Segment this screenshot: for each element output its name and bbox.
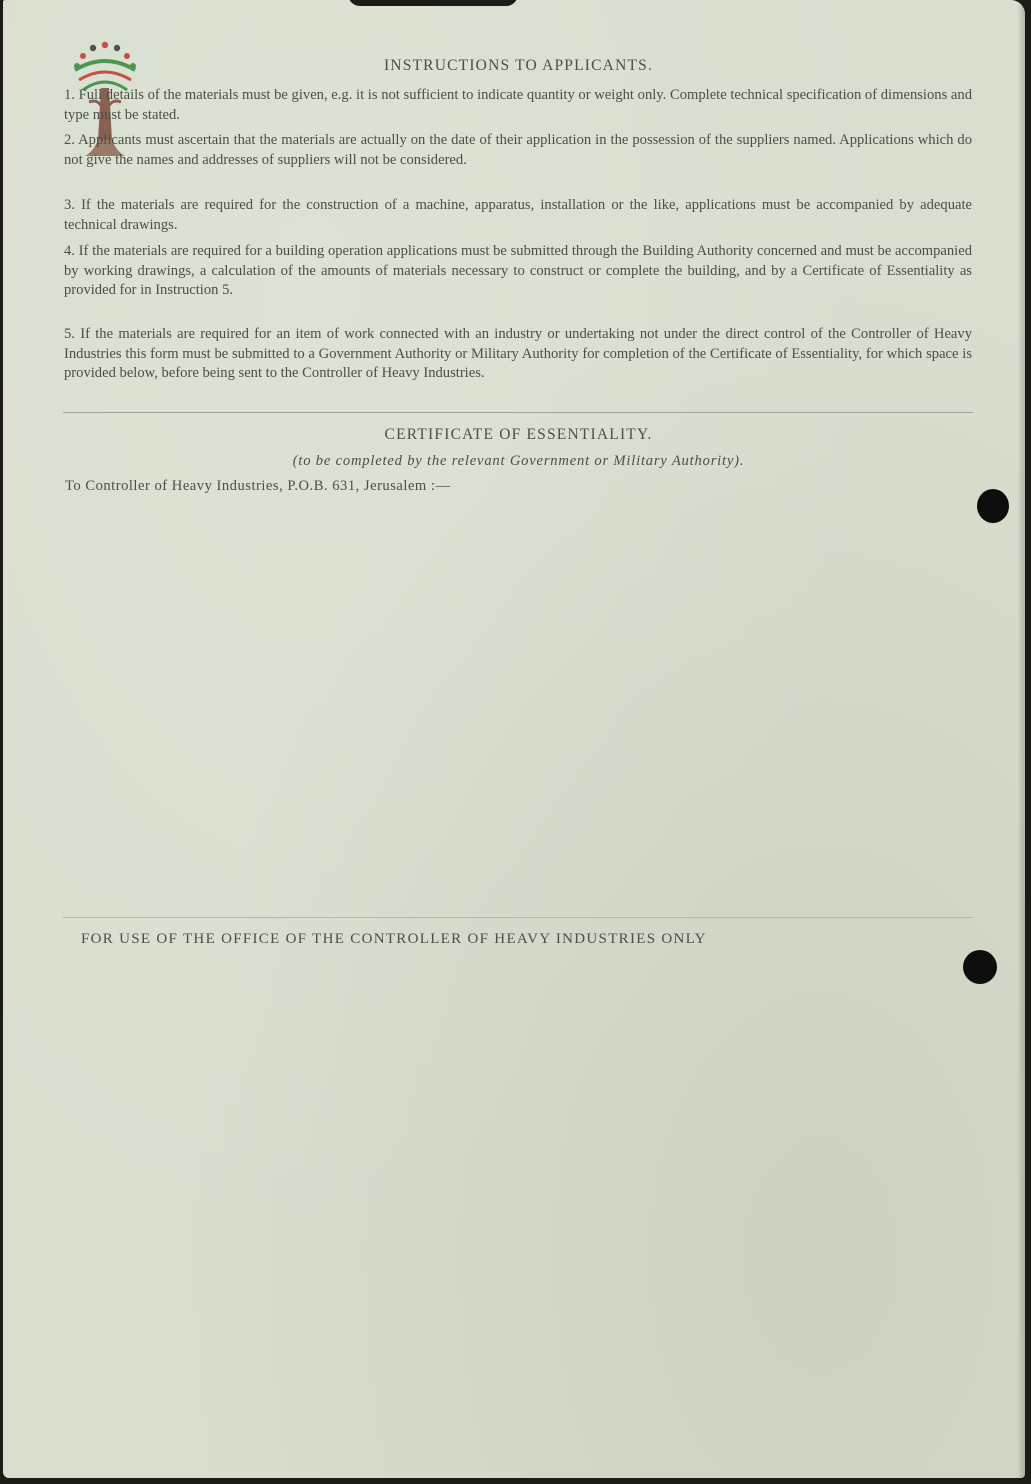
- office-use-label: FOR USE OF THE OFFICE OF THE CONTROLLER OF HEAVY INDUSTRIES ONLY: [81, 931, 707, 947]
- punch-hole: [963, 950, 997, 984]
- instruction-4: 4. If the materials are required for a building operation applications must be submitted through the Building Authority concerned and must be accompanied by working drawings, a calculation of the amounts of materials necessary to construct or complete the building, and by a Certificate of Essentiality as provided for in Instruction 5.: [64, 243, 972, 298]
- divider-rule: [63, 412, 973, 413]
- paper-top-tab: [348, 0, 518, 6]
- document-page: [3, 0, 1025, 1478]
- instructions-title: INSTRUCTIONS TO APPLICANTS.: [383, 57, 654, 74]
- divider-rule: [63, 917, 973, 918]
- certificate-note: (to be completed by the relevant Government or Military Authority).: [292, 453, 745, 469]
- certificate-title: CERTIFICATE OF ESSENTIALITY.: [384, 426, 653, 443]
- paper-edge-shadow: [1017, 0, 1025, 1478]
- instruction-2: 2. Applicants must ascertain that the materials are actually on the date of their application in the possession of the suppliers named. Applications which do not give the names and addresses of suppliers will not be considered.: [64, 132, 972, 168]
- instruction-1: 1. Full details of the materials must be given, e.g. it is not sufficient to indicate quantity or weight only. Complete technical specification of dimensions and type must be stated.: [64, 87, 972, 123]
- punch-hole: [977, 489, 1009, 523]
- instruction-3: 3. If the materials are required for the construction of a machine, apparatus, installation or the like, applications must be accompanied by adequate technical drawings.: [64, 197, 972, 233]
- instruction-5: 5. If the materials are required for an item of work connected with an industry or undertaking not under the direct control of the Controller of Heavy Industries this form must be submitted to a Government Authority or Military Authority for completion of the Certificate of Essentiality, for which space is provided below, before being sent to the Controller of Heavy Industries.: [64, 326, 972, 381]
- certificate-addressee: To Controller of Heavy Industries, P.O.B. 631, Jerusalem :—: [65, 478, 451, 494]
